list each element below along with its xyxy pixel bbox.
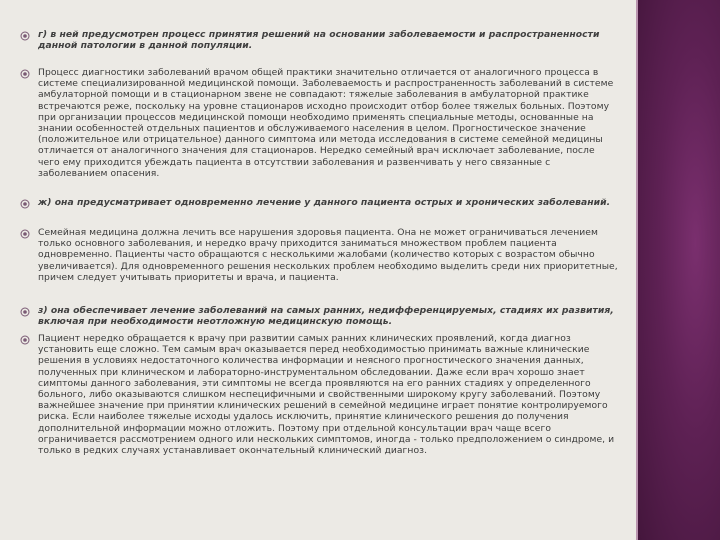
bullet-item-3 (38, 197, 618, 208)
item-text: Пациент нередко обращается к врачу при развитии самых ранних клинических проявлений, когда диагноз установить еще сложно. Тем самым врач оказывается перед необходимостью принимать важные клинические решения в условиях недостаточного количества информации и неясного прогностического значения данных, полученных при клиническом и лабораторно-инструментальном обследовании. Даже если врач хорошо знает симптомы данного заболевания, эти симптомы не всегда проявляются на его ранних стадиях у определенного больного, либо оказываются слишком неспецифичными и свойственными широкому кругу заболеваний. Поэтому важнейшее значение при принятии клинических решений в семейной медицине играет понятие контролируемого риска. Если наиболее тяжелые исходы удалось исключить, принятие клинического решения до получения дополнительной информации можно отложить. Поэтому при отдельной консультации врач чаще всего ограничивается рассмотрением одного или нескольких симптомов, иногда - только предположением о синдроме, и только в редких случаях устанавливает окончательный клинический диагноз. (38, 333, 615, 457)
bullet-icon (20, 31, 30, 41)
bullet-item-4 (38, 227, 618, 283)
bullet-icon (20, 229, 30, 239)
bullet-item-5 (38, 305, 618, 327)
bullet-item-6 (38, 333, 618, 456)
item-text: ж) она предусматривает одновременно лечение у данного пациента острых и хронических заболеваний. (38, 197, 611, 208)
item-text: Процесс диагностики заболеваний врачом общей практики значительно отличается от аналогичного процесса в системе специализированной медицинской помощи. Заболеваемость и распространенность заболеваний в системе амбулаторной помощи и в стационарном звене не совпадают: тяжелые заболевания в амбулаторной практике встречаются реже, поскольку на уровне стационаров исходно происходит отбор более тяжелых больных. Поэтому при организации процессов медицинской помощи необходимо применять специальные методы, основанные на знании особенностей отдельных пациентов и обслуживаемого населения в целом. Прогностическое значение (положительное или отрицательное) данного симптома или метода исследования в системе семейной медицины отличается от аналогичного значения для стационаров. Нередко семейный врач исключает заболевание, после чего ему приходится убеждать пациента в отсутствии заболевания и развенчивать у него связанные с заболеванием опасения. (38, 67, 614, 179)
item-text: г) в ней предусмотрен процесс принятия решений на основании заболеваемости и распространенности данной патологии в данной популяции. (38, 29, 600, 52)
decorative-side-bar (638, 0, 720, 540)
bullet-icon (20, 335, 30, 345)
bullet-icon (20, 69, 30, 79)
bullet-item-1 (38, 29, 618, 51)
bullet-icon (20, 199, 30, 209)
item-text: з) она обеспечивает лечение заболеваний на самых ранних, недифференцируемых, стадиях их развития, включая при необходимости неотложную медицинскую помощь. (38, 305, 614, 328)
bullet-item-2 (38, 67, 618, 179)
item-text: Семейная медицина должна лечить все нарушения здоровья пациента. Она не может ограничиваться лечением только основного заболевания, и нередко врачу приходится заниматься множеством проблем пациента одновременно. Пациенты часто обращаются с несколькими жалобами (количество которых с возрастом обычно увеличивается). Для одновременного решения нескольких проблем необходимо выделить среди них приоритетные, причем следует учитывать приоритеты и врача, и пациента. (38, 227, 618, 283)
bullet-icon (20, 307, 30, 317)
